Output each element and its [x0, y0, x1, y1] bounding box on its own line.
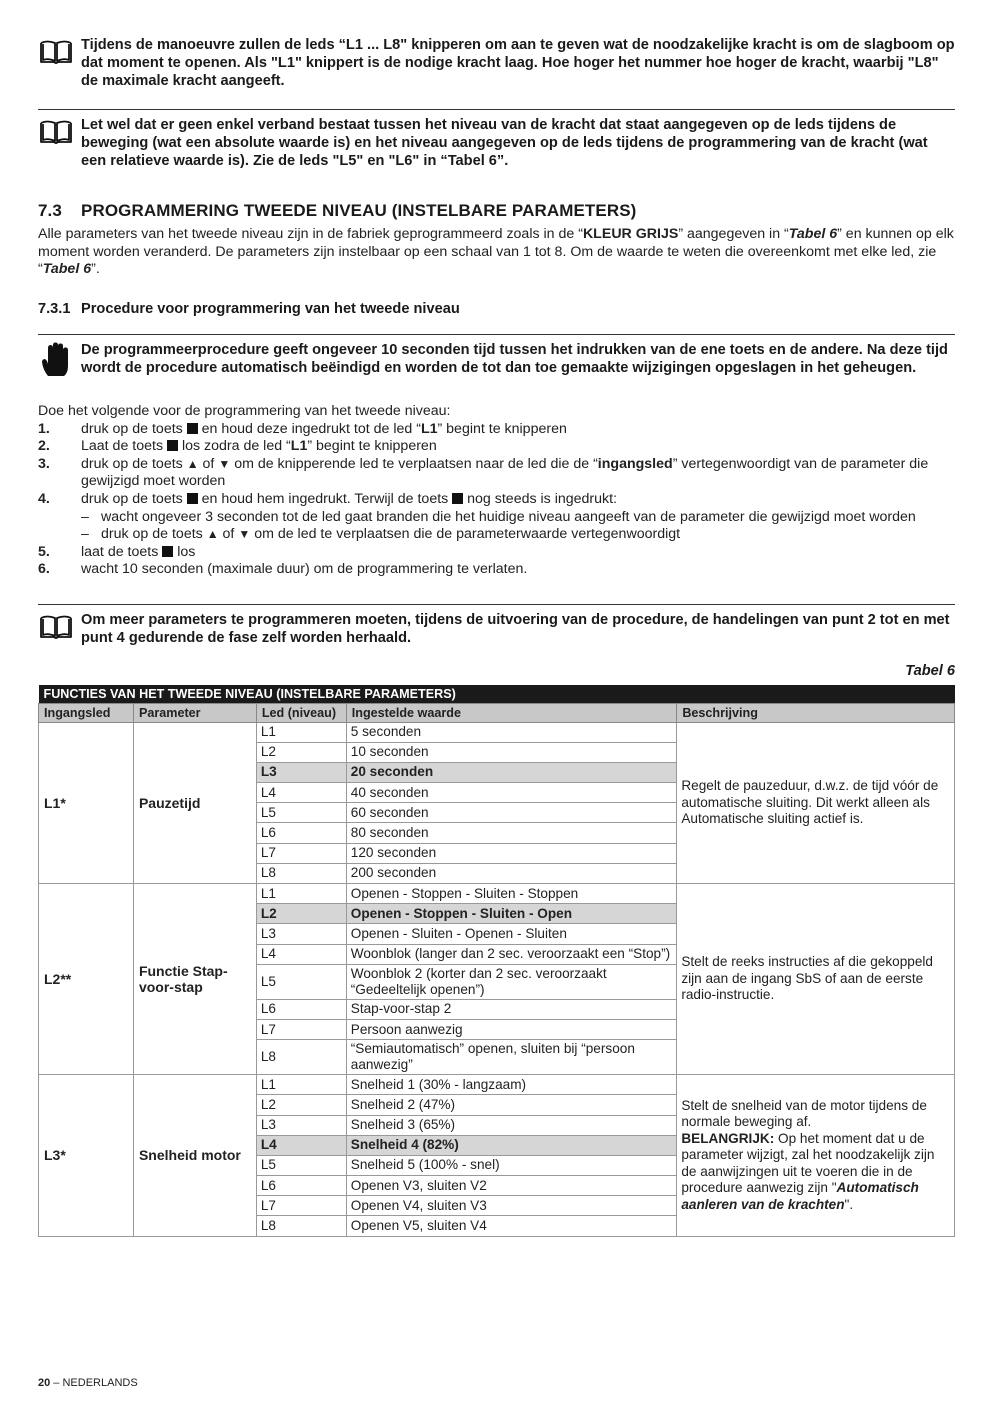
column-header: Beschrijving: [677, 703, 955, 722]
value-cell: Snelheid 1 (30% - langzaam): [346, 1075, 677, 1095]
book-icon: [38, 117, 74, 147]
note-4: [38, 604, 955, 647]
value-cell: Openen V5, sluiten V4: [346, 1216, 677, 1236]
led-level-cell: L2: [256, 904, 346, 924]
led-level-cell: L7: [256, 843, 346, 863]
table-row: [39, 884, 955, 904]
value-cell: Openen V3, sluiten V2: [346, 1176, 677, 1196]
led-level-cell: L2: [256, 742, 346, 762]
table-title: FUNCTIES VAN HET TWEEDE NIVEAU (INSTELBARE PARAMETERS): [39, 685, 955, 703]
value-cell: 40 seconden: [346, 783, 677, 803]
led-level-cell: L3: [256, 762, 346, 782]
led-level-cell: L6: [256, 999, 346, 1019]
arrow-up-icon: ▲: [206, 527, 219, 542]
value-cell: Woonblok 2 (korter dan 2 sec. veroorzaakt “Gedeeltelijk openen”): [346, 964, 677, 999]
section-number: 7.3: [38, 201, 62, 220]
led-level-cell: L6: [256, 1176, 346, 1196]
led-level-cell: L8: [256, 1216, 346, 1236]
subsection-title: Procedure voor programmering van het tweede niveau: [81, 301, 460, 317]
description-cell: Regelt de pauzeduur, d.w.z. de tijd vóór de automatische sluiting. Dit werkt alleen als Automatische sluiting actief is.: [677, 722, 955, 884]
parameter-cell: Snelheid motor: [133, 1075, 256, 1237]
value-cell: 120 seconden: [346, 843, 677, 863]
stop-square-icon: [187, 423, 198, 434]
parameter-cell: Pauzetijd: [133, 722, 256, 884]
procedure-step: 3. druk op de toets ▲ of ▼ om de knipperende led te verplaatsen naar de led die de “ingangsled” vertegenwoordigt van de parameter die gewijzigd moet worden: [38, 455, 929, 490]
procedure-step: 1. druk op de toets en houd deze ingedrukt tot de led “L1” begint te knipperen: [38, 420, 567, 437]
procedure-list: [38, 403, 955, 579]
stop-square-icon: [167, 440, 178, 451]
led-level-cell: L4: [256, 1135, 346, 1155]
note-2: [38, 109, 955, 171]
arrow-down-icon: ▼: [238, 527, 251, 542]
led-level-cell: L5: [256, 803, 346, 823]
table-caption: Tabel 6: [905, 663, 955, 679]
note-text: Let wel dat er geen enkel verband bestaat tussen het niveau van de kracht dat staat aangegeven op de leds tijdens de beweging (wat een absolute waarde is) en het niveau aangegeven op de leds tijdens de programmering van de kracht (wat een relatieve waarde is). Zie de leds "L5" en "L6" in “Tabel 6”.: [81, 117, 928, 170]
section-paragraph: Alle parameters van het tweede niveau zijn in de fabriek geprogrammeerd zoals in de “KLEUR GRIJS” aangegeven in “Tabel 6” en kunnen op elk moment worden veranderd. De parameters zijn instelbaar op een schaal van 1 tot 8. Om de waarde te weten die overeenkomt met elke led, zie “Tabel 6”.: [38, 226, 954, 278]
led-level-cell: L3: [256, 924, 346, 944]
led-level-cell: L7: [256, 1196, 346, 1216]
value-cell: Persoon aanwezig: [346, 1019, 677, 1039]
description-cell: Stelt de reeks instructies af die gekoppeld zijn aan de ingang SbS of aan de eerste radio-instructie.: [677, 884, 955, 1075]
column-header: Ingangsled: [39, 703, 134, 722]
page-number: 20: [38, 1377, 51, 1389]
led-level-cell: L4: [256, 783, 346, 803]
parameters-table: [38, 685, 955, 1237]
note-text: De programmeerprocedure geeft ongeveer 10 seconden tijd tussen het indrukken van de ene toets en de andere. Na deze tijd wordt de procedure automatisch beëindigd en worden de tot dan toe gemaakte wijzigingen opgeslagen in het geheugen.: [81, 342, 948, 377]
description-cell: Stelt de snelheid van de motor tijdens de normale beweging af. BELANGRIJK: Op het moment dat u de parameter wijzigt, zal het noodzakelijk zijn de aanwijzingen uit te voeren die in de procedure aanwezig zijn "Automatisch aanleren van de krachten".: [677, 1075, 955, 1237]
section-title: PROGRAMMERING TWEEDE NIVEAU (INSTELBARE PARAMETERS): [81, 201, 637, 220]
input-led-cell: L1*: [39, 722, 134, 884]
led-level-cell: L1: [256, 884, 346, 904]
value-cell: 60 seconden: [346, 803, 677, 823]
procedure-substep: – druk op de toets ▲ of ▼ om de led te verplaatsen die de parameterwaarde vertegenwoordigt: [81, 526, 681, 543]
note-text: Tijdens de manoeuvre zullen de leds “L1 ... L8" knipperen om aan te geven wat de noodzakelijke kracht is om de slagboom op dat moment te openen. Als "L1" knippert is de nodige kracht laag. Hoe hoger het nummer hoe hoger de kracht, waarbij "L8" de maximale kracht aangeeft.: [81, 37, 955, 90]
column-header: Parameter: [133, 703, 256, 722]
value-cell: Openen - Stoppen - Sluiten - Open: [346, 904, 677, 924]
procedure-step: 2. Laat de toets los zodra de led “L1” begint te knipperen: [38, 438, 437, 455]
led-level-cell: L3: [256, 1115, 346, 1135]
led-level-cell: L6: [256, 823, 346, 843]
arrow-up-icon: ▲: [186, 456, 199, 471]
note-1: [38, 36, 955, 91]
footer-language: NEDERLANDS: [62, 1377, 138, 1389]
procedure-substep: – wacht ongeveer 3 seconden tot de led gaat branden die het huidige niveau aangeeft van de parameter die gewijzigd moet worden: [81, 508, 916, 525]
value-cell: Woonblok (langer dan 2 sec. veroorzaakt een “Stop”): [346, 944, 677, 964]
input-led-cell: L3*: [39, 1075, 134, 1237]
note-text: Om meer parameters te programmeren moeten, tijdens de uitvoering van de procedure, de handelingen van punt 2 tot en met punt 4 gedurende de fase zelf worden herhaald.: [81, 612, 950, 647]
value-cell: 10 seconden: [346, 742, 677, 762]
parameter-cell: Functie Stap-voor-stap: [133, 884, 256, 1075]
led-level-cell: L8: [256, 863, 346, 883]
table-row: [39, 722, 955, 742]
section-heading: [38, 201, 636, 221]
led-level-cell: L1: [256, 722, 346, 742]
stop-square-icon: [187, 493, 198, 504]
input-led-cell: L2**: [39, 884, 134, 1075]
led-level-cell: L1: [256, 1075, 346, 1095]
value-cell: Stap-voor-stap 2: [346, 999, 677, 1019]
book-icon: [38, 612, 74, 642]
value-cell: Snelheid 2 (47%): [346, 1095, 677, 1115]
led-level-cell: L5: [256, 1155, 346, 1175]
value-cell: 20 seconden: [346, 762, 677, 782]
procedure-step: 5. laat de toets los: [38, 543, 196, 560]
column-header: Led (niveau): [256, 703, 346, 722]
value-cell: Openen - Stoppen - Sluiten - Stoppen: [346, 884, 677, 904]
value-cell: 5 seconden: [346, 722, 677, 742]
value-cell: 80 seconden: [346, 823, 677, 843]
table-row: [39, 1075, 955, 1095]
value-cell: Snelheid 4 (82%): [346, 1135, 677, 1155]
led-level-cell: L8: [256, 1040, 346, 1075]
procedure-step: 4. druk op de toets en houd hem ingedrukt. Terwijl de toets nog steeds is ingedrukt:: [38, 490, 618, 507]
value-cell: Openen - Sluiten - Openen - Sluiten: [346, 924, 677, 944]
arrow-down-icon: ▼: [218, 456, 231, 471]
stop-square-icon: [452, 493, 463, 504]
subsection-heading: [38, 301, 460, 317]
hand-stop-icon: [38, 342, 74, 378]
led-level-cell: L2: [256, 1095, 346, 1115]
value-cell: 200 seconden: [346, 863, 677, 883]
value-cell: Openen V4, sluiten V3: [346, 1196, 677, 1216]
page-footer: 20 – NEDERLANDS: [38, 1377, 138, 1389]
book-icon: [38, 37, 74, 67]
value-cell: “Semiautomatisch” openen, sluiten bij “persoon aanwezig”: [346, 1040, 677, 1075]
value-cell: Snelheid 5 (100% - snel): [346, 1155, 677, 1175]
stop-square-icon: [162, 546, 173, 557]
warning-note: [38, 334, 955, 378]
procedure-intro: Doe het volgende voor de programmering van het tweede niveau:: [38, 403, 451, 419]
led-level-cell: L4: [256, 944, 346, 964]
value-cell: Snelheid 3 (65%): [346, 1115, 677, 1135]
led-level-cell: L5: [256, 964, 346, 999]
procedure-step: 6. wacht 10 seconden (maximale duur) om de programmering te verlaten.: [38, 561, 528, 578]
column-header: Ingestelde waarde: [346, 703, 677, 722]
subsection-number: 7.3.1: [38, 301, 71, 317]
led-level-cell: L7: [256, 1019, 346, 1039]
